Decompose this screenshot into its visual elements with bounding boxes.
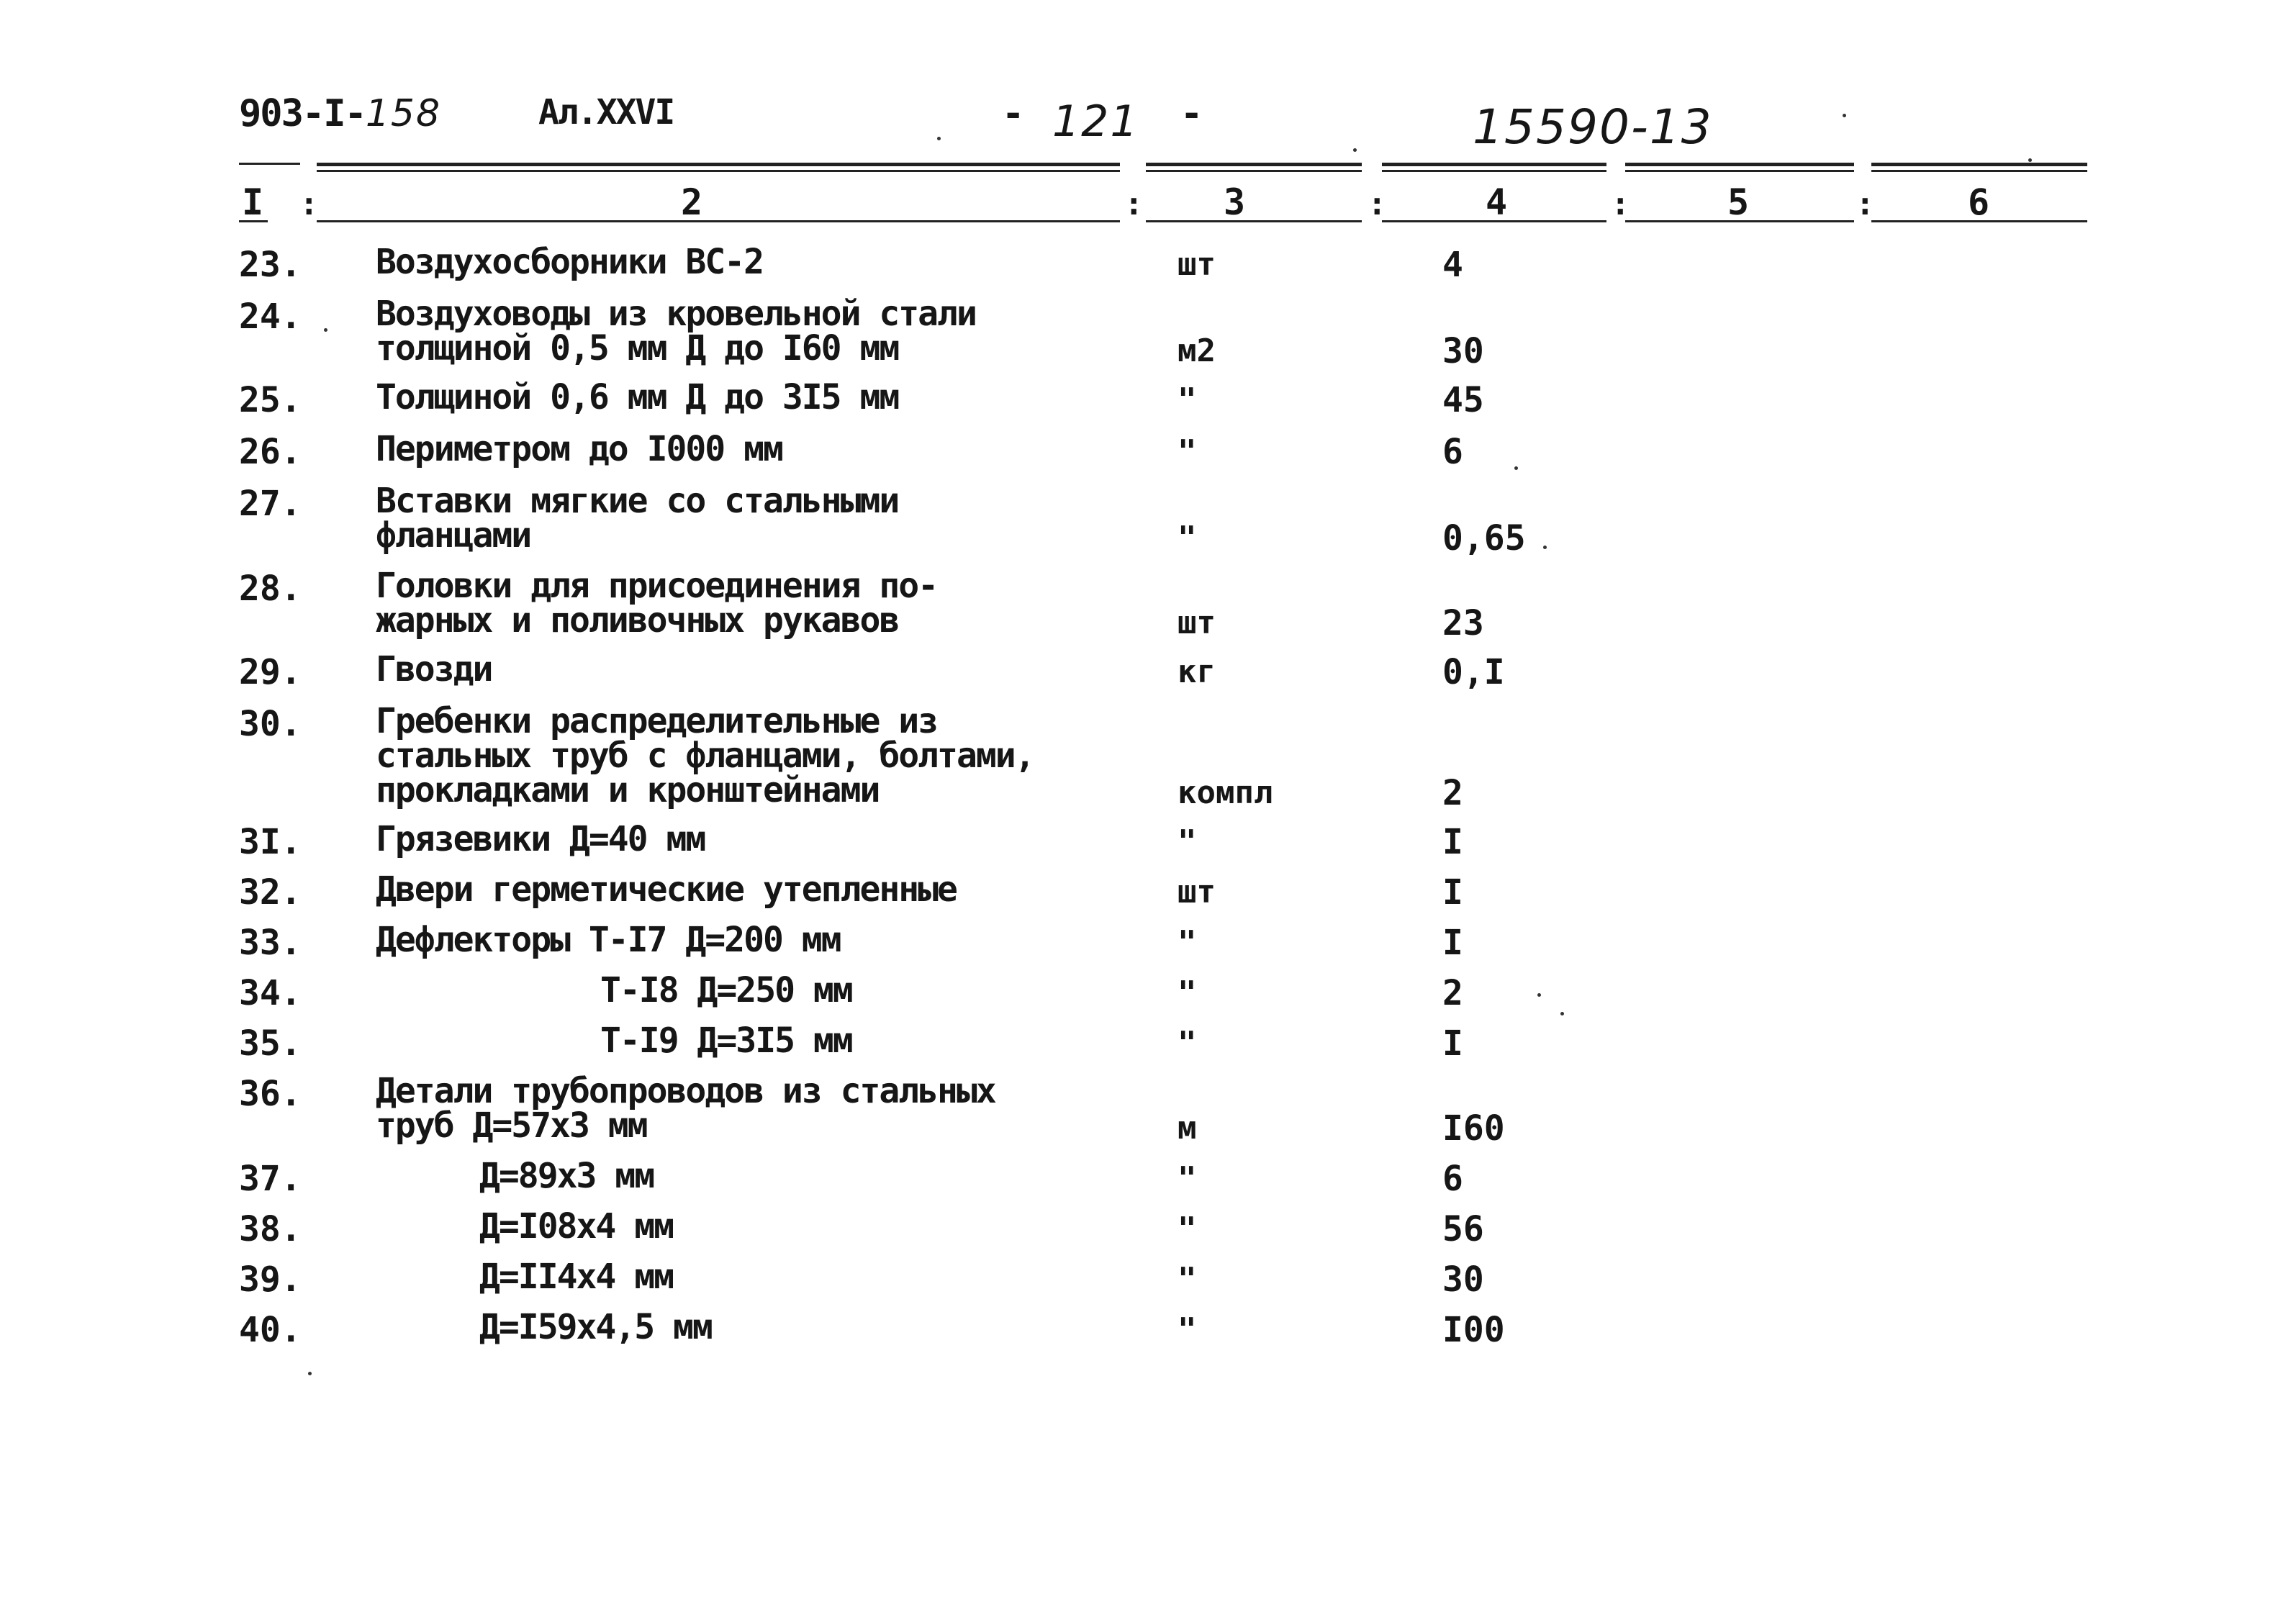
row-description	[479, 1307, 712, 1347]
rule-header-3	[1146, 220, 1362, 222]
page-dash-left: -	[1002, 92, 1023, 135]
rule-header-5	[1625, 220, 1854, 222]
rule-header-1	[239, 220, 268, 222]
row-description	[376, 294, 976, 368]
description-line: фланцами	[376, 515, 531, 556]
row-unit: "	[1178, 1025, 1197, 1062]
row-quantity: I	[1442, 1023, 1463, 1064]
row-quantity: 45	[1442, 380, 1484, 420]
row-unit: "	[1178, 974, 1197, 1011]
row-quantity: I60	[1442, 1108, 1505, 1149]
description-line: Т-I8 Д=250 мм	[600, 970, 852, 1010]
row-quantity: I	[1442, 872, 1463, 913]
description-line: Грязевики Д=40 мм	[376, 819, 705, 859]
document-code-handwritten: 158	[365, 92, 442, 135]
column-separator: :	[1368, 186, 1387, 222]
description-line: жарных и поливочных рукавов	[376, 600, 899, 641]
row-description	[376, 566, 938, 641]
row-description	[479, 1206, 673, 1247]
sheet-number: 15590-13	[1473, 99, 1713, 155]
row-description	[376, 242, 763, 282]
scan-speck	[1514, 466, 1518, 470]
row-unit: м2	[1178, 332, 1216, 369]
row-unit: кг	[1178, 653, 1216, 690]
description-line: Периметром до I000 мм	[376, 429, 782, 469]
column-separator: :	[1611, 186, 1630, 222]
description-line: Вставки мягкие со стальными	[376, 481, 899, 521]
album-label: Ал.XXVI	[538, 92, 674, 132]
row-number: 30.	[239, 704, 302, 744]
description-line: Т-I9 Д=3I5 мм	[600, 1021, 852, 1061]
row-number: 38.	[239, 1209, 302, 1249]
row-number: 29.	[239, 652, 302, 692]
rule-header-2	[317, 220, 1120, 222]
row-quantity: 0,I	[1442, 652, 1505, 692]
row-number: 37.	[239, 1159, 302, 1199]
row-number: 3I.	[239, 822, 302, 862]
row-description	[376, 377, 899, 417]
row-unit: "	[1178, 1160, 1197, 1197]
description-line: Головки для присоединения по-	[376, 566, 938, 606]
description-line: Гвозди	[376, 649, 492, 689]
row-quantity: 56	[1442, 1209, 1484, 1249]
description-line: Д=II4х4 мм	[479, 1257, 673, 1297]
row-unit: шт	[1178, 605, 1216, 641]
rule-top-1	[239, 163, 300, 165]
row-number: 35.	[239, 1023, 302, 1064]
description-line: труб Д=57х3 мм	[376, 1105, 647, 1146]
row-unit: "	[1178, 1211, 1197, 1247]
description-line: Воздуховоды из кровельной стали	[376, 294, 976, 334]
row-number: 25.	[239, 380, 302, 420]
row-number: 23.	[239, 245, 302, 285]
row-description	[479, 1156, 654, 1196]
description-line: Двери герметические утепленные	[376, 869, 957, 910]
row-quantity: I	[1442, 822, 1463, 862]
column-separator: :	[299, 186, 319, 222]
row-unit: "	[1178, 520, 1197, 556]
column-header-4: 4	[1486, 181, 1508, 223]
column-header-5: 5	[1727, 181, 1750, 223]
description-line: Д=I08х4 мм	[479, 1206, 673, 1247]
row-number: 40.	[239, 1310, 302, 1350]
description-line: Д=89х3 мм	[479, 1156, 654, 1196]
row-number: 27.	[239, 484, 302, 524]
scan-speck	[937, 137, 941, 140]
description-line: стальных труб с фланцами, болтами,	[376, 736, 1034, 776]
row-unit: "	[1178, 1311, 1197, 1348]
rule-header-6	[1871, 220, 2087, 222]
column-separator: :	[1124, 186, 1144, 222]
scan-speck	[324, 328, 327, 332]
description-line: прокладками и кронштейнами	[376, 770, 880, 810]
rule-top-3b	[1146, 170, 1362, 172]
row-quantity: I	[1442, 923, 1463, 963]
row-quantity: 23	[1442, 603, 1484, 643]
rule-top-2b	[317, 170, 1120, 172]
row-quantity: 6	[1442, 1159, 1463, 1199]
document-code-prefix: 903-I-	[239, 92, 366, 135]
row-description	[600, 1021, 852, 1061]
row-quantity: 2	[1442, 773, 1463, 813]
column-header-3: 3	[1224, 181, 1246, 223]
row-number: 33.	[239, 923, 302, 963]
row-number: 28.	[239, 569, 302, 609]
row-unit: "	[1178, 381, 1197, 418]
scan-speck	[1560, 1012, 1564, 1015]
row-quantity: 4	[1442, 245, 1463, 285]
row-unit: компл	[1178, 774, 1273, 811]
description-line: Д=I59х4,5 мм	[479, 1307, 712, 1347]
row-description	[376, 701, 1034, 810]
row-unit: шт	[1178, 874, 1216, 910]
description-line: Воздухосборники ВС-2	[376, 242, 763, 282]
row-quantity: 30	[1442, 331, 1484, 371]
column-header-6: 6	[1968, 181, 1990, 223]
row-unit: м	[1178, 1110, 1197, 1146]
rule-top-5b	[1625, 170, 1854, 172]
row-number: 36.	[239, 1074, 302, 1114]
rule-top-4b	[1382, 170, 1606, 172]
rule-top-2	[317, 163, 1120, 166]
row-description	[479, 1257, 673, 1297]
row-description	[376, 429, 782, 469]
row-unit: "	[1178, 924, 1197, 961]
row-unit: "	[1178, 823, 1197, 860]
row-quantity: I00	[1442, 1310, 1505, 1350]
scan-speck	[1353, 148, 1357, 152]
row-description	[376, 649, 492, 689]
row-description	[376, 481, 899, 556]
row-number: 24.	[239, 297, 302, 337]
description-line: Толщиной 0,6 мм Д до 3I5 мм	[376, 377, 899, 417]
row-description	[376, 920, 841, 960]
row-number: 26.	[239, 432, 302, 472]
rule-top-3	[1146, 163, 1362, 166]
row-quantity: 2	[1442, 973, 1463, 1013]
row-description	[376, 819, 705, 859]
rule-top-6	[1871, 163, 2087, 166]
document-code	[239, 92, 441, 135]
description-line: Детали трубопроводов из стальных	[376, 1071, 995, 1111]
column-header-2: 2	[681, 181, 703, 223]
page-dash-right: -	[1180, 92, 1202, 135]
row-description	[600, 970, 852, 1010]
page-number: 121	[1052, 96, 1139, 147]
rule-top-5	[1625, 163, 1854, 166]
rule-top-4	[1382, 163, 1606, 166]
column-separator: :	[1856, 186, 1875, 222]
row-unit: "	[1178, 433, 1197, 470]
scan-speck	[1843, 114, 1846, 117]
rule-header-4	[1382, 220, 1606, 222]
row-number: 34.	[239, 973, 302, 1013]
row-description	[376, 869, 957, 910]
description-line: толщиной 0,5 мм Д до I60 мм	[376, 328, 899, 368]
description-line: Дефлекторы Т-I7 Д=200 мм	[376, 920, 841, 960]
column-header-1: I	[242, 181, 264, 223]
scan-speck	[308, 1372, 312, 1375]
row-unit: "	[1178, 1261, 1197, 1298]
row-quantity: 0,65	[1442, 518, 1526, 558]
row-number: 39.	[239, 1259, 302, 1300]
row-quantity: 30	[1442, 1259, 1484, 1300]
description-line: Гребенки распределительные из	[376, 701, 938, 741]
scan-speck	[2028, 158, 2032, 162]
scan-speck	[1543, 546, 1547, 549]
row-description	[376, 1071, 995, 1146]
rule-top-6b	[1871, 170, 2087, 172]
row-quantity: 6	[1442, 432, 1463, 472]
scan-speck	[1537, 993, 1541, 997]
row-number: 32.	[239, 872, 302, 913]
row-unit: шт	[1178, 246, 1216, 283]
